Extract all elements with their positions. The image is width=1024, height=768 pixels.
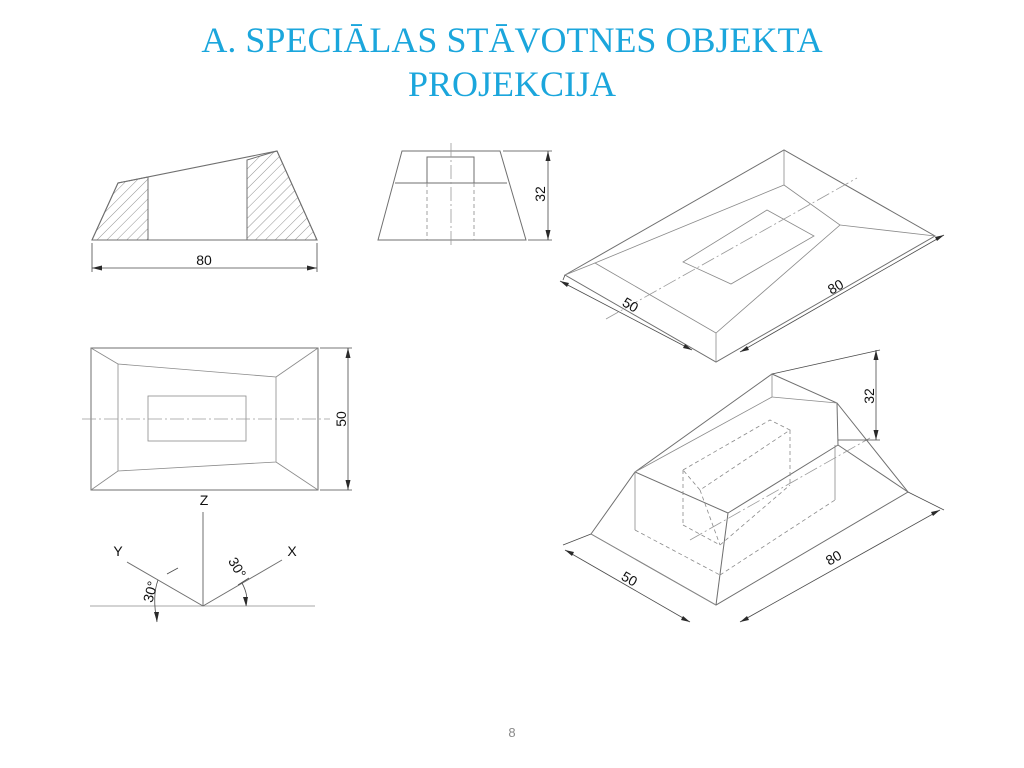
side-outline (378, 151, 526, 240)
iso-top-opening (683, 210, 814, 284)
side-view (378, 143, 552, 248)
axis-z-label: Z (199, 492, 209, 508)
iso-top-outer (565, 150, 935, 362)
front-hatch-left (92, 177, 148, 240)
iso-full-width-dimension (740, 510, 940, 622)
axis-y-label: Y (113, 543, 123, 559)
angle-label-left: 30° (139, 579, 161, 605)
iso-full-height-label: 32 (861, 388, 877, 404)
top-depth-label: 50 (333, 411, 349, 427)
front-view (92, 151, 317, 272)
page-number: 8 (508, 725, 516, 740)
title-line-2: PROJEKCIJA (407, 64, 617, 104)
iso-top-width-dimension (740, 235, 944, 352)
iso-top-width-label: 80 (824, 275, 847, 298)
side-top-opening (427, 157, 474, 183)
iso-top-centerline (606, 178, 857, 319)
iso-full-width-label: 80 (822, 546, 845, 569)
axis-x-label: X (287, 543, 297, 559)
front-width-label: 80 (196, 252, 212, 268)
axis-y (127, 562, 203, 606)
side-height-label: 32 (532, 186, 548, 202)
front-hatch-right (247, 151, 317, 240)
iso-full-view (563, 350, 944, 622)
title-line-1: A. SPECIĀLAS STĀVOTNES OBJEKTA (201, 20, 823, 60)
iso-full-depth-label: 50 (618, 567, 641, 590)
top-view (82, 348, 352, 490)
iso-full-centerline (690, 438, 870, 540)
top-inner-frame (118, 364, 276, 471)
iso-full-hidden-opening (683, 420, 790, 490)
axes-diagram (90, 492, 315, 622)
top-inner-opening (148, 396, 246, 441)
iso-top-depth-label: 50 (619, 293, 642, 316)
iso-top-depth-dimension (560, 281, 692, 350)
iso-top-view (560, 150, 944, 362)
angle-label-right: 30° (225, 554, 250, 581)
iso-full-outline (591, 374, 908, 605)
